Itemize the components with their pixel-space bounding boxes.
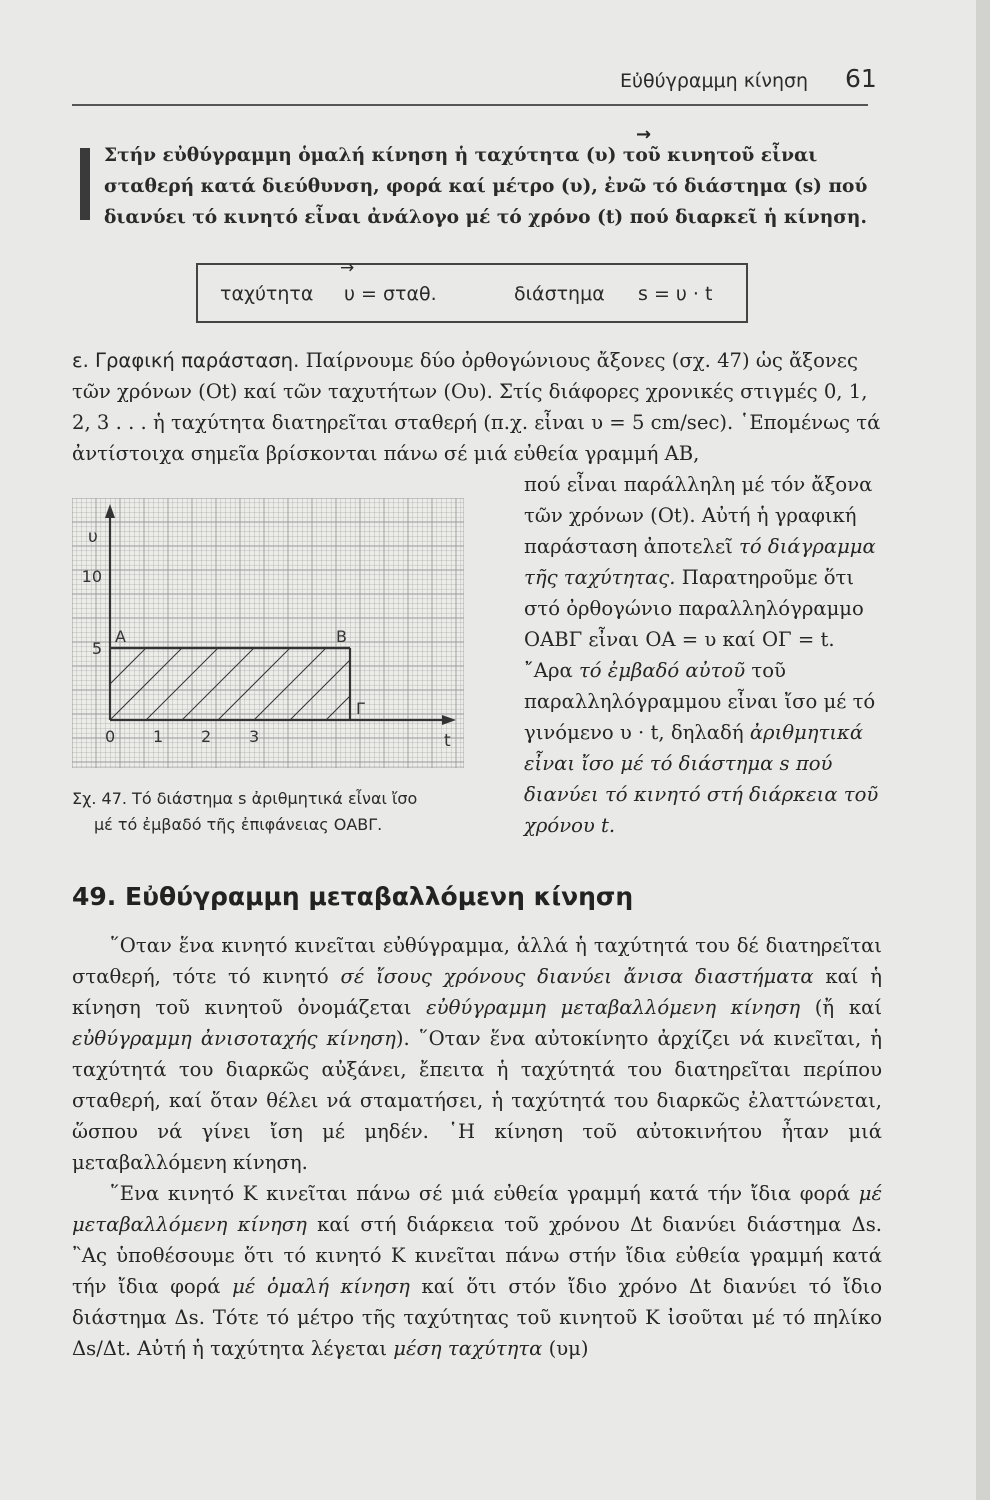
caption-line-2: μέ τό ἐμβαδό τῆς ἐπιφάνειας ΟΑΒΓ. [94,815,383,834]
header-rule [72,104,868,106]
y-axis-label: υ [88,527,98,547]
section-e-heading: ε. Γραφική παράσταση. [72,349,300,372]
page-number: 61 [845,64,877,93]
grid-frame [72,498,464,768]
emphasis-run: μέση ταχύτητα [393,1337,543,1360]
text-run: καί ἡ κίνηση τοῦ κινητοῦ ὀνομάζεται [72,965,882,1019]
formula-label-velocity: ταχύτητα [220,283,314,305]
side-text-2: Παρατηροῦμε ὅτι στό ὀρθογώνιο παραλληλόγραμμο ΟΑΒΓ εἶναι ΟΑ = υ καί ΟΓ = t. ῎Αρα [524,566,864,682]
emphasis-run: μέ μεταβαλλόμενη κίνηση [72,1182,882,1236]
running-title: Εὐθύγραμμη κίνηση [620,70,809,92]
text-run: καί στή διάρκεια τοῦ χρόνου Δt διανύει διάστημα Δs. ῍Ας ὑποθέσουμε ὅτι τό κινητό Κ κινεῖται πάνω στήν ἴδια εὐθεία γραμμή κατά τήν ἴδια φορά [72,1213,882,1298]
section-49-paragraph-2 [72,1178,882,1364]
point-label-B: Β [336,627,347,646]
vector-arrow-icon: → [636,124,652,145]
figure-side-text [524,469,884,841]
text-run: (υμ) [542,1337,589,1360]
figure-caption [72,786,502,838]
formula-box [196,258,748,323]
y-tick-label: 10 [81,567,102,586]
emphasis-run: εὐθύγραμμη μεταβαλλόμενη κίνηση [426,996,801,1019]
summary-marker-bar [80,148,90,220]
formula-distance: s = υ · t [638,283,713,305]
emphasis-run: σέ ἴσους χρόνους διανύει ἄνισα διαστήματα [340,965,814,988]
section-e-body: Παίρνουμε δύο ὀρθογώνιους ἄξονες (σχ. 47) ὡς ἄξονες τῶν χρόνων (Ot) καί τῶν ταχυτήτων (Ου). Στίς διάφορες χρονικές στιγμές 0, 1, 2, 3 . . . ἡ ταχύτητα διατηρεῖται σταθερή (π.χ. εἶναι υ = 5 cm/sec). ῾Επομένως τά ἀντίστοιχα σημεῖα βρίσκονται πάνω σέ μιά εὐθεία γραμμή ΑΒ, [72,349,881,465]
caption-line-1: Σχ. 47. Τό διάστημα s ἀριθμητικά εἶναι ἴσο [72,789,418,808]
x-tick-label: 2 [201,727,212,746]
chart-grid [72,498,464,768]
emphasis-run: μέ ὁμαλή κίνηση [232,1275,410,1298]
y-tick-label: 5 [91,639,102,658]
side-text-emphasis-3: ἀριθμητικά εἶναι ἴσο μέ τό διάστημα s πού διανύει τό κινητό στή διάρκεια τοῦ χρόνου t. [524,721,879,837]
text-run: καί ὅτι στόν ἴδιο χρόνο Δt διανύει τό ἴδιο διάστημα Δs. Τότε τό μέτρο τῆς ταχύτητας τοῦ κινητοῦ Κ ἰσοῦται μέ τό πηλίκο Δs/Δt. Αὐτή ἡ ταχύτητα λέγεται [72,1275,883,1360]
text-run: (ἤ καί [800,996,882,1019]
x-tick-label: 3 [249,727,260,746]
point-label-G: Γ [356,699,365,718]
t-axis-label: t [444,731,451,751]
vector-arrow-icon: → [340,258,355,278]
text-run: ῞Ενα κινητό Κ κινεῖται πάνω σέ μιά εὐθεία γραμμή κατά τήν ἴδια φορά [110,1182,859,1205]
section-49-paragraph-1 [72,930,882,1178]
summary-paragraph: Στήν εὐθύγραμμη ὁμαλή κίνηση ἡ ταχύτητα (υ) τοῦ κινητοῦ εἶναι σταθερή κατά διεύθυνση, φορά καί μέτρο (υ), ἐνῶ τό διάστημα (s) πού διανύει τό κινητό εἶναι ἀνάλογο μέ τό χρόνο (t) πού διαρκεῖ ἡ κίνηση. [104,145,868,228]
emphasis-run: εὐθύγραμμη ἀνισοταχής κίνηση [72,1027,396,1050]
x-tick-label: 0 [105,727,116,746]
formula-velocity-constant: υ = σταθ. [344,283,437,305]
side-text-emphasis-1: τό διάγραμμα τῆς ταχύτητας. [524,535,876,589]
page-edge [976,0,990,1500]
x-tick-label: 1 [153,727,164,746]
side-text-emphasis-2: τό ἐμβαδό αὐτοῦ [578,659,746,682]
text-run: ῞Οταν ἕνα κινητό κινεῖται εὐθύγραμμα, ἀλλά ἡ ταχύτητά του δέ διατηρεῖται σταθερή, τότε τό κινητό [72,934,882,988]
section-49-body [72,930,882,1364]
section-e-paragraph [72,345,882,469]
velocity-time-diagram [72,498,464,768]
point-label-A: Α [115,627,126,646]
side-text-1: πού εἶναι παράλληλη μέ τόν ἄξονα τῶν χρόνων (Οt). Αὐτή ἡ γραφική παράσταση ἀποτελεῖ [524,473,873,558]
side-text-3: τοῦ παραλληλόγραμμου εἶναι ἴσο μέ τό γινόμενο υ · t, δηλαδή [524,659,876,744]
section-49-title: 49. Εὐθύγραμμη μεταβαλλόμενη κίνηση [72,882,634,911]
text-run: ). ῞Οταν ἕνα αὐτοκίνητο ἀρχίζει νά κινεῖται, ἡ ταχύτητά του διαρκῶς αὐξάνει, ἔπειτα ἡ ταχύτητά του διατηρεῖται περίπου σταθερή, καί ὅταν θέλει νά σταματήσει, ἡ ταχύτητά του διαρκῶς ἐλαττώνεται, ὥσπου νά γίνει ἴση μέ μηδέν. ῾Η κίνηση τοῦ αὐτοκινήτου ἦταν μιά μεταβαλλόμενη κίνηση. [72,1027,882,1174]
formula-label-distance: διάστημα [514,283,605,305]
